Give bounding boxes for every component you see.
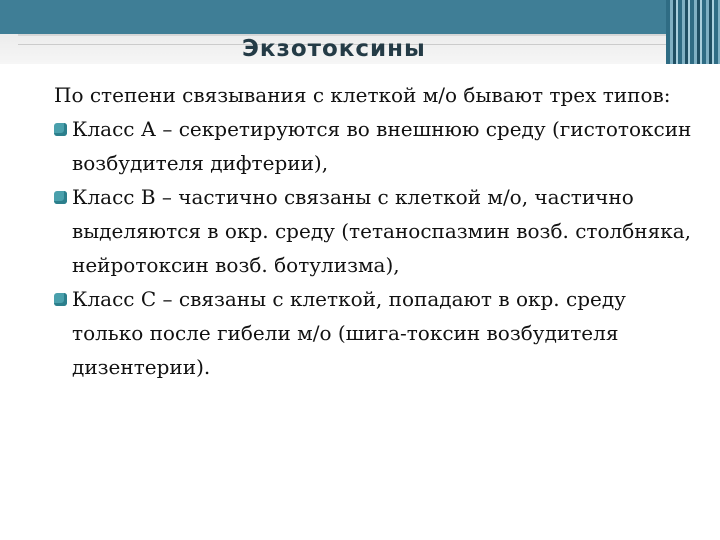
list-item-class-c [54, 282, 702, 384]
slide-body [54, 78, 702, 384]
list-item-text: Класс В – частично связаны с клеткой м/о, частично выделяются в окр. среду (тетаноспазмин возб. столбняка, нейротоксин возб. ботулизма), [72, 185, 692, 277]
decorative-corner-stripes [666, 0, 720, 64]
list-item-class-a [54, 112, 702, 180]
list-item-text: Класс А – секретируются во внешнюю среду (гистотоксин возбудителя дифтерии), [72, 117, 692, 175]
header-bar [0, 0, 720, 34]
list-item-text: Класс С – связаны с клеткой, попадают в окр. среду только после гибели м/о (шига-токсин возбудителя дизентерии). [72, 287, 626, 379]
square-bullet-icon [54, 293, 67, 306]
intro-paragraph: По степени связывания с клеткой м/о бывают трех типов: [54, 83, 671, 107]
list-item-class-b [54, 180, 702, 282]
slide-title: Экзотоксины [242, 36, 426, 62]
square-bullet-icon [54, 123, 67, 136]
square-bullet-icon [54, 191, 67, 204]
